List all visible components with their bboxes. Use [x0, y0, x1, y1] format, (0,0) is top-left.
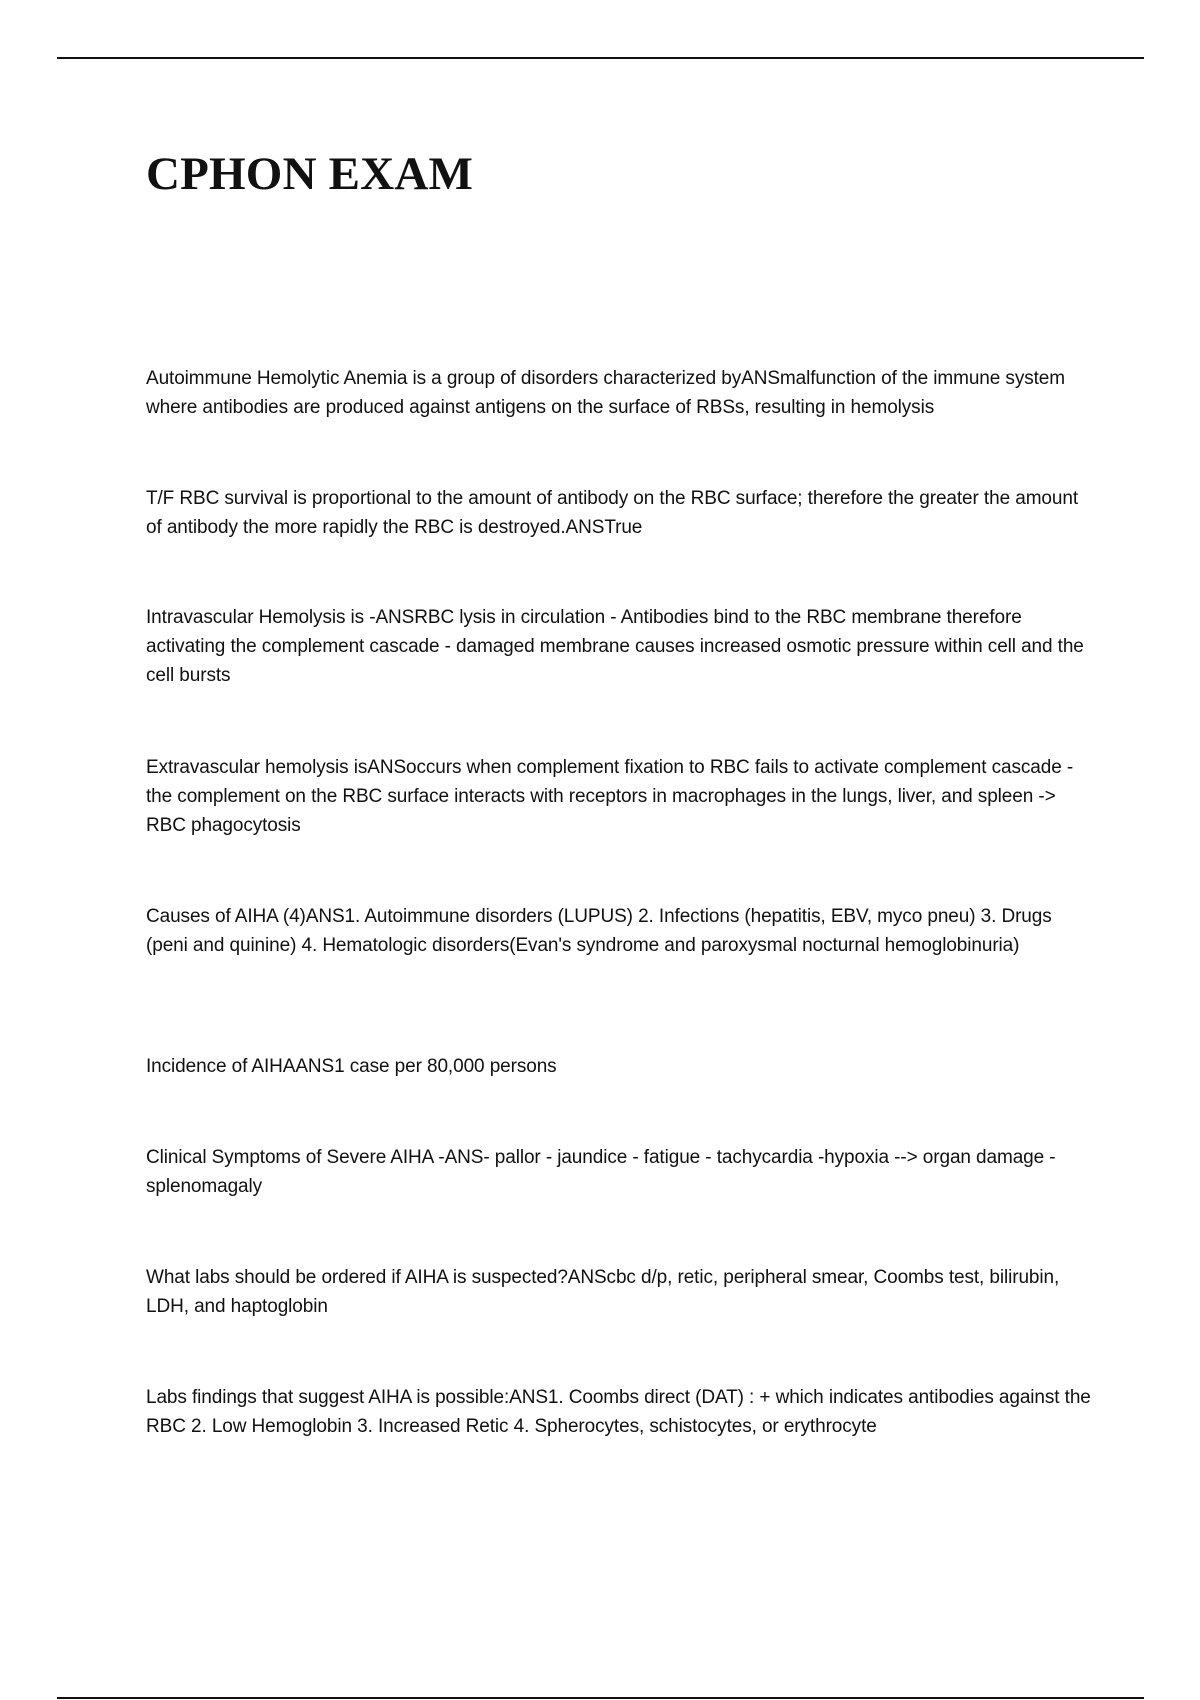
header-rule	[57, 57, 1144, 59]
qa-entry-7: Clinical Symptoms of Severe AIHA -ANS- pallor - jaundice - fatigue - tachycardia -hypoxia --> organ damage - splenomagaly	[146, 1147, 1056, 1197]
qa-entry-2: T/F RBC survival is proportional to the amount of antibody on the RBC surface; therefore the greater the amount of antibody the more rapidly the RBC is destroyed.ANSTrue	[146, 488, 1078, 538]
qa-entry-4: Extravascular hemolysis isANSoccurs when complement fixation to RBC fails to activate complement cascade - the complement on the RBC surface interacts with receptors in macrophages in the lungs, liver, and spleen -> RBC phagocytosis	[146, 757, 1074, 836]
footer-rule	[57, 1697, 1144, 1699]
qa-entry-5: Causes of AIHA (4)ANS1. Autoimmune disorders (LUPUS) 2. Infections (hepatitis, EBV, myco pneu) 3. Drugs (peni and quinine) 4. Hematologic disorders(Evan's syndrome and paroxysmal nocturnal hemoglobinuria)	[146, 906, 1052, 956]
document-title: CPHON EXAM	[146, 148, 474, 200]
qa-entry-3: Intravascular Hemolysis is -ANSRBC lysis in circulation - Antibodies bind to the RBC membrane therefore activating the complement cascade - damaged membrane causes increased osmotic pressure within cell and the cell bursts	[146, 607, 1084, 686]
qa-entry-6: Incidence of AIHAANS1 case per 80,000 persons	[146, 1056, 557, 1077]
qa-entry-1: Autoimmune Hemolytic Anemia is a group of disorders characterized byANSmalfunction of the immune system where antibodies are produced against antigens on the surface of RBSs, resulting in hemolysis	[146, 368, 1065, 418]
qa-entry-9: Labs findings that suggest AIHA is possible:ANS1. Coombs direct (DAT) : + which indicates antibodies against the RBC 2. Low Hemoglobin 3. Increased Retic 4. Spherocytes, schistocytes, or erythrocyte	[146, 1387, 1091, 1437]
qa-entry-8: What labs should be ordered if AIHA is suspected?ANScbc d/p, retic, peripheral smear, Coombs test, bilirubin, LDH, and haptoglobin	[146, 1267, 1060, 1317]
